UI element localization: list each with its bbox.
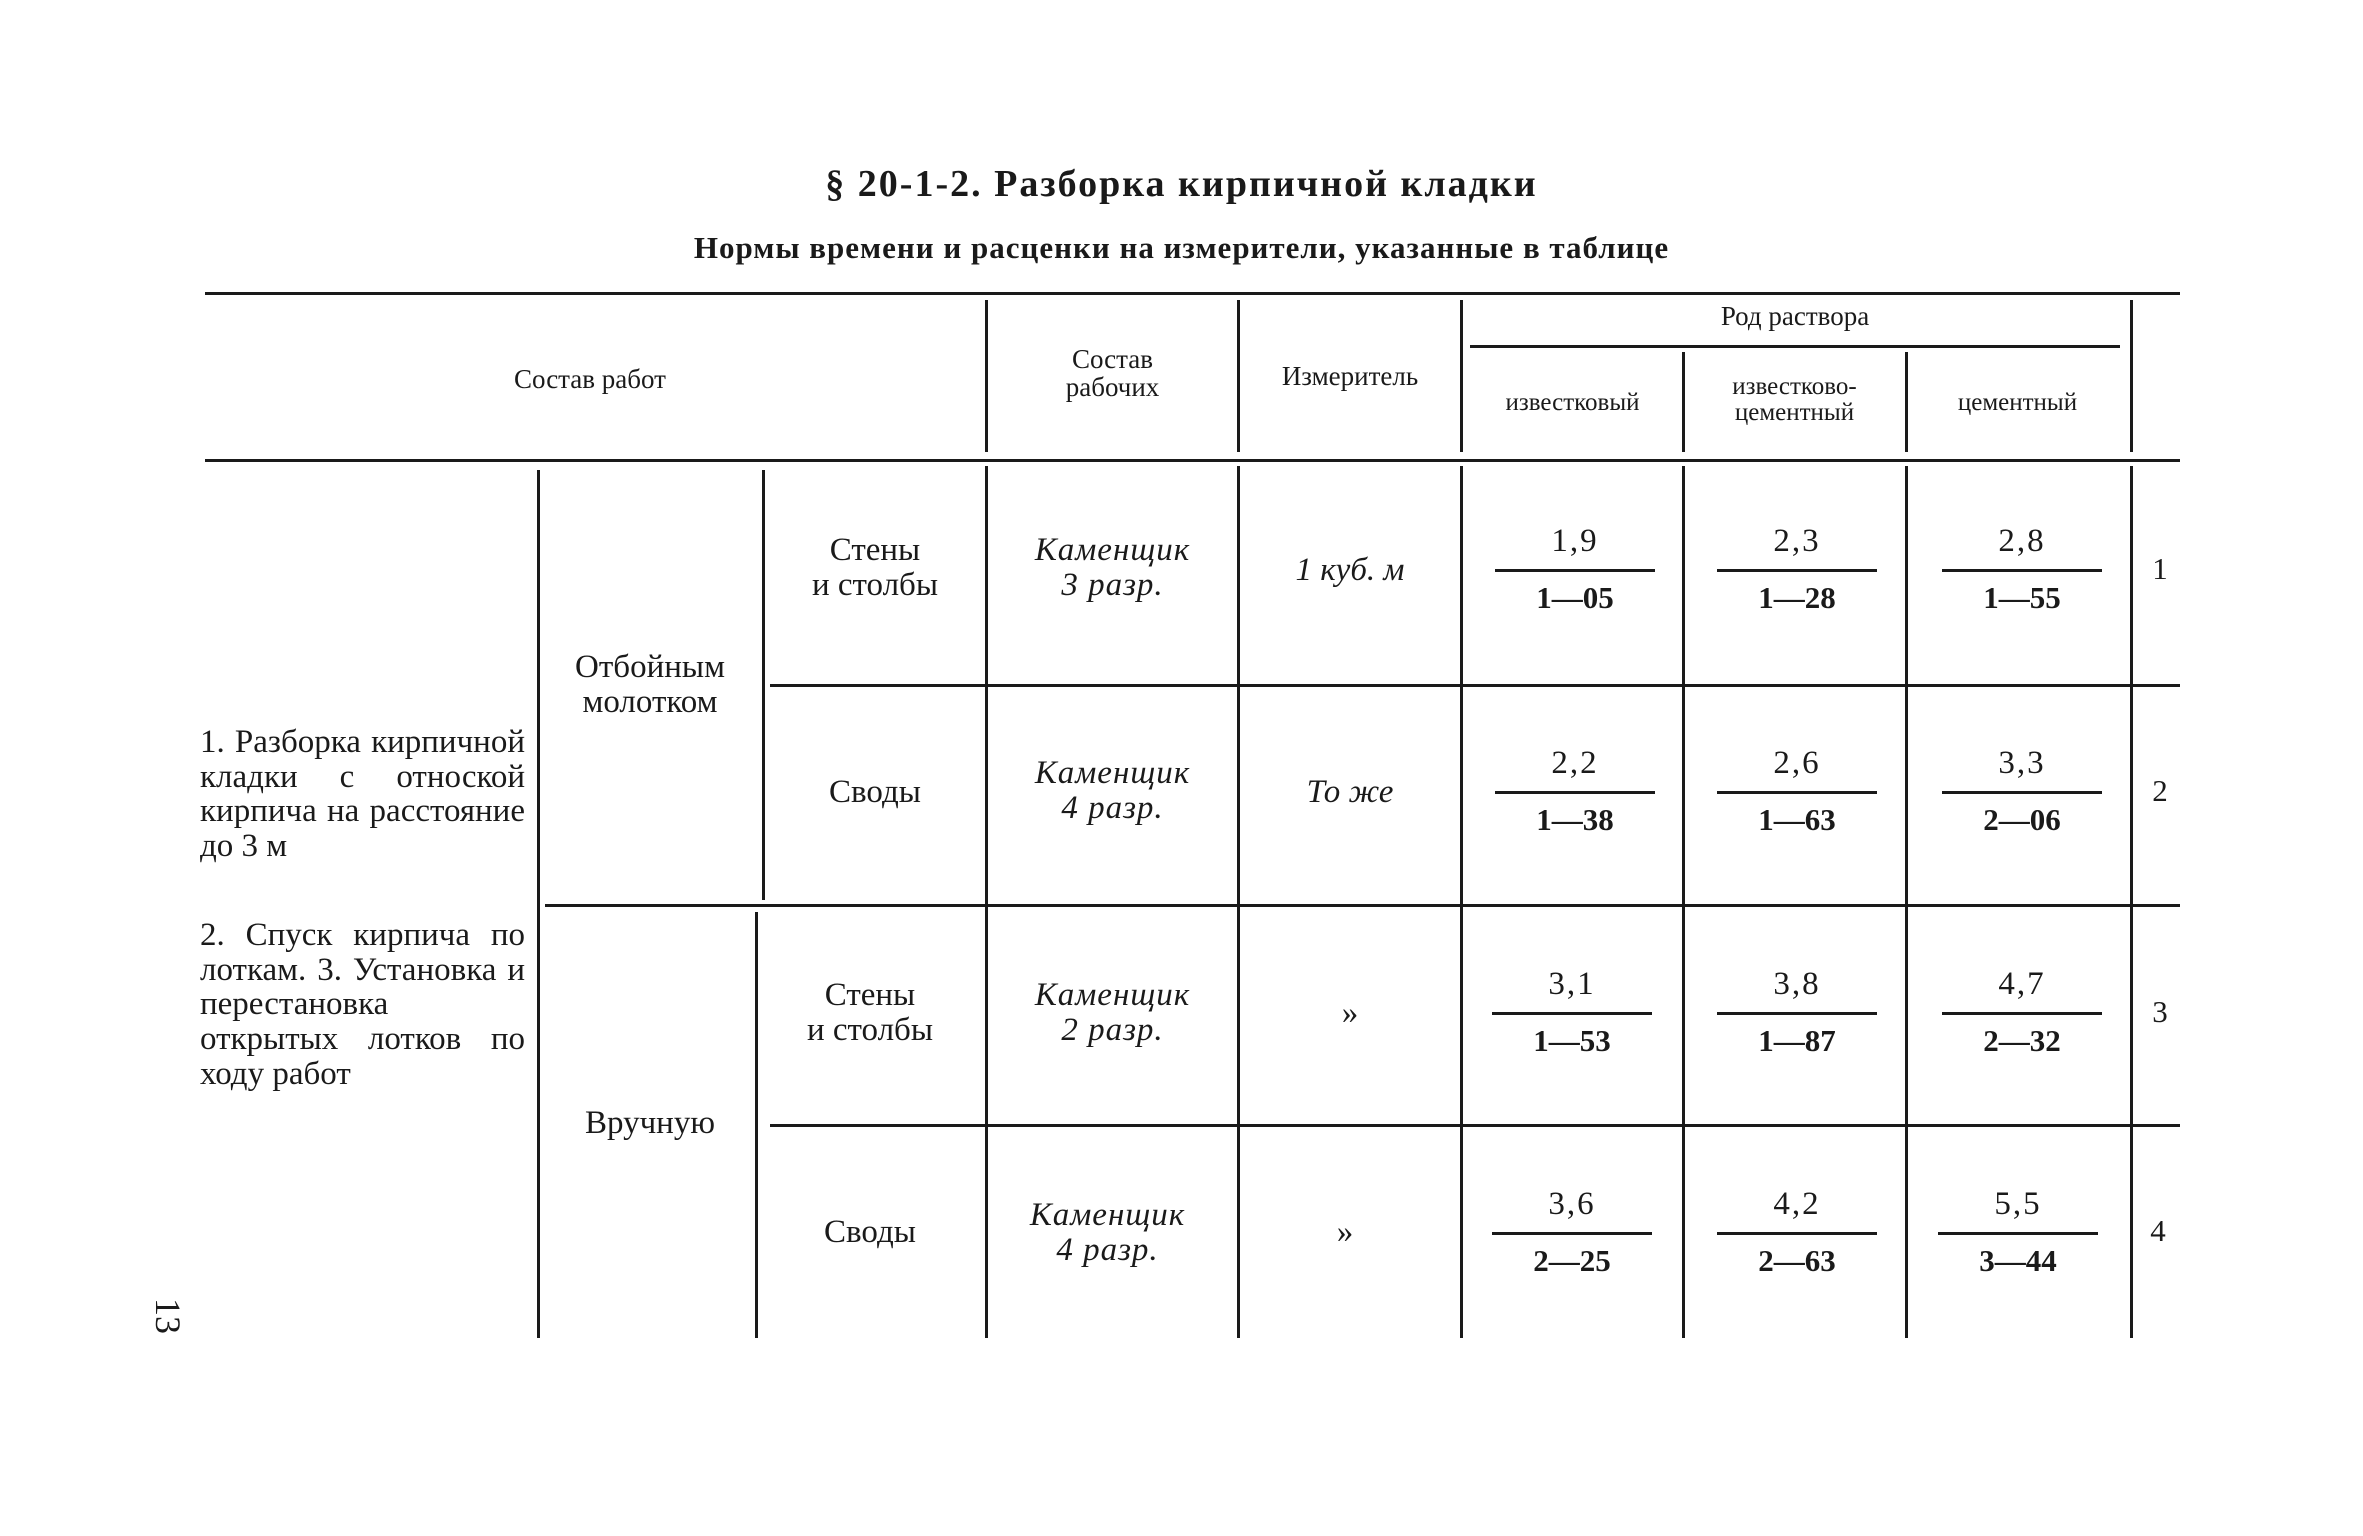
structure-cell: Стены и столбы — [811, 532, 939, 603]
norm-cement: 3,3 2—06 — [1942, 745, 2102, 838]
header-col-rule — [985, 300, 988, 452]
body-col-rule — [762, 470, 765, 900]
structure-cell: Своды — [829, 774, 921, 810]
work-description-2: 2. Спуск кирпича по лоткам. 3. Установка и перестановка открытых лотков по ходу работ — [200, 917, 525, 1092]
norm-lime: 3,6 2—25 — [1492, 1186, 1652, 1279]
body-col-rule — [2130, 466, 2133, 1338]
structure-cell: Своды — [824, 1214, 916, 1250]
header-col-rule — [1905, 352, 1908, 452]
norm-lime: 1,9 1—05 — [1495, 523, 1655, 616]
header-unit: Измеритель — [1281, 361, 1419, 391]
header-lime-cement: известково- цементный — [1732, 373, 1857, 427]
row-number: 4 — [2150, 1213, 2166, 1248]
method-manual: Вручную — [585, 1105, 715, 1141]
norm-lime-cement: 2,6 1—63 — [1717, 745, 1877, 838]
body-col-rule — [1237, 466, 1240, 1338]
header-col-rule — [1682, 352, 1685, 452]
body-col-rule — [755, 912, 758, 1338]
body-col-rule — [1460, 466, 1463, 1338]
norm-lime: 3,1 1—53 — [1492, 966, 1652, 1059]
norm-cement: 2,8 1—55 — [1942, 523, 2102, 616]
header-lime: известковый — [1505, 389, 1640, 416]
table-top-rule — [205, 292, 2180, 295]
body-col-rule — [1682, 466, 1685, 1338]
norm-cement: 4,7 2—32 — [1942, 966, 2102, 1059]
method-divider-rule — [545, 904, 2180, 907]
workers-cell: Каменщик 2 разр. — [1034, 977, 1191, 1048]
row-number: 3 — [2152, 994, 2168, 1029]
row-number: 2 — [2152, 773, 2168, 808]
section-title: § 20-1-2. Разборка кирпичной кладки — [825, 163, 1538, 205]
header-composition: Состав работ — [514, 364, 666, 394]
norm-lime-cement: 4,2 2—63 — [1717, 1186, 1877, 1279]
header-col-rule — [2130, 300, 2133, 452]
work-description-1: 1. Разборка кирпичной кладки с отноской кирпича на расстояние до 3 м — [200, 724, 525, 864]
unit-cell: » — [1341, 995, 1359, 1031]
header-bottom-rule — [205, 459, 2180, 462]
header-cement: цементный — [1957, 389, 2078, 416]
row-number: 1 — [2152, 551, 2168, 586]
norm-cement: 5,5 3—44 — [1938, 1186, 2098, 1279]
body-col-rule — [537, 470, 540, 1338]
body-col-rule — [1905, 466, 1908, 1338]
header-col-rule — [1460, 300, 1463, 452]
workers-cell: Каменщик 4 разр. — [1034, 755, 1191, 826]
row3-bottom-rule — [770, 1124, 2180, 1127]
workers-cell: Каменщик 3 разр. — [1034, 532, 1191, 603]
section-subtitle: Нормы времени и расценки на измерители, указанные в таблице — [693, 230, 1670, 265]
unit-cell: 1 куб. м — [1295, 552, 1405, 588]
method-hammer: Отбойным молотком — [575, 649, 725, 720]
header-mortar: Род раствора — [1720, 301, 1870, 331]
workers-cell: Каменщик 4 разр. — [1029, 1197, 1186, 1268]
norm-lime-cement: 2,3 1—28 — [1717, 523, 1877, 616]
row1-bottom-rule — [770, 684, 2180, 687]
page-number: 13 — [148, 1298, 188, 1334]
norm-lime-cement: 3,8 1—87 — [1717, 966, 1877, 1059]
mortar-group-rule — [1470, 345, 2120, 348]
header-workers: Состав рабочих — [1065, 344, 1160, 403]
unit-cell: То же — [1306, 774, 1394, 810]
norm-lime: 2,2 1—38 — [1495, 745, 1655, 838]
unit-cell: » — [1336, 1214, 1354, 1250]
structure-cell: Стены и столбы — [806, 977, 934, 1048]
